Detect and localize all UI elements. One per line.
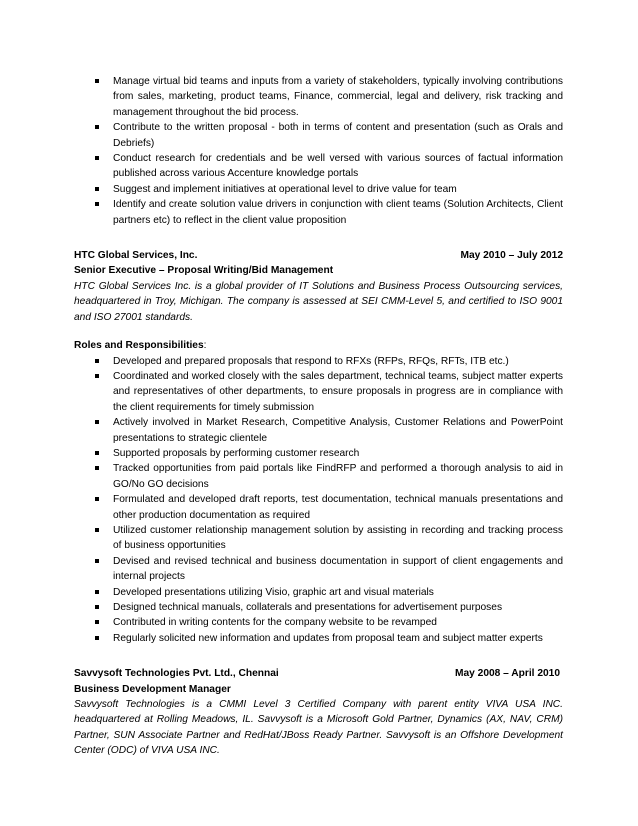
- list-item: Coordinated and worked closely with the sales department, technical teams, subject matter experts and representatives of other departments, to ensure proposals in progress are in compliance with the client requirements for timely submission: [74, 369, 563, 415]
- square-bullet-icon: [95, 636, 99, 640]
- square-bullet-icon: [95, 559, 99, 563]
- htc-header-row: [74, 248, 563, 263]
- employment-dates: May 2008 – April 2010: [455, 668, 560, 680]
- list-item: Conduct research for credentials and be well versed with various sources of factual information published across various Accenture knowledge portals: [74, 151, 563, 182]
- list-item: Utilized customer relationship management solution by assisting in recording and tracking process of business opportunities: [74, 523, 563, 554]
- list-item: Developed and prepared proposals that respond to RFXs (RFPs, RFQs, RFTs, ITB etc.): [74, 354, 563, 369]
- square-bullet-icon: [95, 451, 99, 455]
- employment-dates: May 2010 – July 2012: [460, 250, 563, 262]
- list-item: Supported proposals by performing customer research: [74, 446, 563, 461]
- square-bullet-icon: [95, 156, 99, 160]
- list-item: Contributed in writing contents for the company website to be revamped: [74, 615, 563, 630]
- job-title: Business Development Manager: [74, 683, 231, 695]
- square-bullet-icon: [95, 125, 99, 129]
- list-item: Devised and revised technical and business documentation in support of client engagements and internal projects: [74, 554, 563, 585]
- list-item: Suggest and implement initiatives at operational level to drive value for team: [74, 182, 563, 197]
- square-bullet-icon: [95, 620, 99, 624]
- list-item: Tracked opportunities from paid portals like FindRFP and performed a thorough analysis to aid in GO/No GO decisions: [74, 461, 563, 492]
- square-bullet-icon: [95, 497, 99, 501]
- resume-page: [74, 74, 563, 759]
- list-item: Developed presentations utilizing Visio, graphic art and visual materials: [74, 585, 563, 600]
- square-bullet-icon: [95, 605, 99, 609]
- htc-section: [74, 248, 563, 646]
- square-bullet-icon: [95, 374, 99, 378]
- square-bullet-icon: [95, 466, 99, 470]
- htc-bullet-list: [74, 354, 563, 647]
- job-title: Senior Executive – Proposal Writing/Bid Management: [74, 265, 334, 277]
- square-bullet-icon: [95, 528, 99, 532]
- square-bullet-icon: [95, 187, 99, 191]
- roles-heading: Roles and Responsibilities:: [74, 340, 207, 352]
- square-bullet-icon: [95, 202, 99, 206]
- savvysoft-header-row: [74, 666, 563, 681]
- list-item: Manage virtual bid teams and inputs from a variety of stakeholders, typically involving contributions from sales, marketing, product teams, Finance, commercial, legal and delivery, risk tracking and management throughout the bid process.: [74, 74, 563, 120]
- list-item: Identify and create solution value drivers in conjunction with client teams (Solution Architects, Client partners etc) to reflect in the client value proposition: [74, 197, 563, 228]
- list-item: Designed technical manuals, collaterals and presentations for advertisement purposes: [74, 600, 563, 615]
- list-item: Regularly solicited new information and updates from proposal team and subject matter experts: [74, 631, 563, 646]
- savvysoft-section: [74, 666, 563, 758]
- square-bullet-icon: [95, 420, 99, 424]
- top-bullet-list: [74, 74, 563, 228]
- list-item: Contribute to the written proposal - both in terms of content and presentation (such as Orals and Debriefs): [74, 120, 563, 151]
- company-description: Savvysoft Technologies is a CMMI Level 3 Certified Company with parent entity VIVA USA INC. headquartered at Rolling Meadows, IL. Savvysoft is a Microsoft Gold Partner, Dynamics (AX, NAV, CRM) Partner, SUN Associate Partner and RedHat/JBoss Ready Partner. Savvysoft is an Offshore Development Center (ODC) of VIVA USA INC.: [74, 699, 563, 757]
- square-bullet-icon: [95, 359, 99, 363]
- square-bullet-icon: [95, 590, 99, 594]
- list-item: Actively involved in Market Research, Competitive Analysis, Customer Relations and PowerPoint presentations to strategic clientele: [74, 415, 563, 446]
- company-name: Savvysoft Technologies Pvt. Ltd., Chennai: [74, 668, 279, 680]
- list-item: Formulated and developed draft reports, test documentation, technical manuals presentations and other production documentation as required: [74, 492, 563, 523]
- company-name: HTC Global Services, Inc.: [74, 250, 198, 262]
- company-description: HTC Global Services Inc. is a global provider of IT Solutions and Business Process Outsourcing services, headquartered in Troy, Michigan. The company is assessed at SEI CMM-Level 5, and certified to ISO 9001 and ISO 27001 standards.: [74, 280, 563, 323]
- square-bullet-icon: [95, 79, 99, 83]
